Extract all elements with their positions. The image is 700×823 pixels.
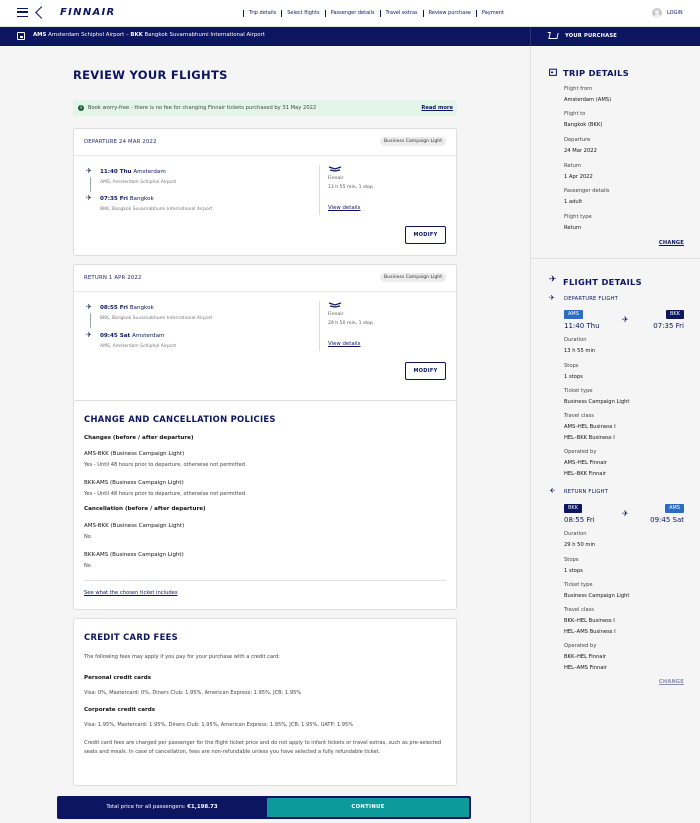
departure-flight-heading: DEPARTURE FLIGHT	[564, 296, 619, 302]
passenger-details-label: Passenger details	[564, 188, 610, 194]
step-select-flights[interactable]: Select flights	[281, 10, 324, 17]
personal-cards-heading: Personal credit cards	[84, 675, 152, 681]
policy-route-title: AMS-BKK (Business Campaign Light)	[84, 523, 185, 529]
route-to-name: Bangkok Suvarnabhumi International Airport	[144, 32, 265, 38]
landing-icon: ✈	[549, 487, 555, 495]
departure-time	[100, 305, 154, 311]
calendar-icon	[17, 32, 25, 40]
change-cancellation-policies-card	[73, 400, 457, 610]
departure-time: 08:55 Fri	[564, 516, 595, 524]
credit-fees-title: CREDIT CARD FEES	[84, 632, 178, 642]
operated-by-value: AMS–HEL Finnair	[564, 460, 608, 466]
plane-icon: ✈	[622, 315, 629, 324]
stops-value: 1 stops	[564, 568, 583, 574]
sidebar-divider	[531, 258, 700, 259]
policy-text: No	[84, 563, 91, 569]
flight-from-label: Flight from	[564, 86, 593, 92]
fare-type-badge: Business Campaign Light	[380, 137, 446, 146]
arrival-airport: BKK, Bangkok Suvarnabhumi International Airport	[100, 207, 213, 212]
flight-details-title: FLIGHT DETAILS	[563, 277, 642, 287]
travel-class-label: Travel class	[564, 607, 594, 613]
plane-icon: ✈	[622, 509, 629, 518]
step-payment[interactable]: Payment	[476, 10, 509, 17]
travel-class-label: Travel class	[564, 413, 594, 419]
departure-value: 24 Mar 2022	[564, 148, 597, 154]
trip-details-title: TRIP DETAILS	[563, 68, 630, 78]
credit-card-fees-card	[73, 618, 457, 786]
departure-date-label: DEPARTURE 24 MAR 2022	[84, 139, 157, 145]
operated-by-value: HEL–AMS Finnair	[564, 665, 608, 671]
change-flights-link[interactable]: CHANGE	[658, 679, 684, 685]
operated-by-label: Operated by	[564, 449, 597, 455]
arrival-time: 07:35 Fri	[653, 322, 684, 330]
route-bar	[0, 27, 530, 46]
travel-class-value: HEL–BKK Business I	[564, 435, 615, 441]
route-separator: –	[124, 32, 131, 38]
policy-text: Yes - Until 48 hours prior to departure, otherwise not permitted	[84, 462, 246, 468]
takeoff-icon: ✈	[86, 167, 92, 175]
origin-code-chip: BKK	[564, 504, 582, 513]
departure-city: Amsterdam	[133, 169, 166, 175]
total-price	[57, 796, 267, 819]
operated-by-value: HEL–BKK Finnair	[564, 471, 607, 477]
airline-name: Finnair	[328, 176, 344, 181]
route-from-name: Amsterdam Schiphol Airport	[48, 32, 125, 38]
cancellation-heading: Cancellation (before / after departure)	[84, 506, 206, 512]
flight-to-value: Bangkok (BKK)	[564, 122, 603, 128]
departure-label: Departure	[564, 137, 591, 143]
stops-label: Stops	[564, 557, 579, 563]
step-travel-extras[interactable]: Travel extras	[380, 10, 423, 17]
booking-steps	[243, 0, 509, 27]
finnair-logo[interactable]: FINNAIR	[60, 7, 116, 18]
changes-heading: Changes (before / after departure)	[84, 435, 194, 441]
purchase-sidebar	[530, 46, 700, 823]
departure-card-header	[74, 129, 456, 156]
stops-value: 1 stops	[564, 374, 583, 380]
policy-route-title: AMS-BKK (Business Campaign Light)	[84, 451, 185, 457]
arrival-airport: AMS, Amsterdam Schiphol Airport	[100, 344, 177, 349]
flight-type-label: Flight type	[564, 214, 592, 220]
ticket-type-label: Ticket type	[564, 388, 593, 394]
total-price-value: €1,198.73	[187, 804, 218, 810]
back-arrow-icon[interactable]	[35, 6, 48, 19]
return-label: Return	[564, 163, 582, 169]
change-trip-link[interactable]: CHANGE	[658, 240, 684, 246]
departure-flight-card	[73, 128, 457, 256]
destination-code-chip: AMS	[665, 504, 684, 513]
origin-code-chip: AMS	[564, 310, 583, 319]
flight-to-label: Flight to	[564, 111, 586, 117]
plane-icon: ✈	[549, 275, 557, 285]
modify-return-button[interactable]: MODIFY	[405, 362, 446, 380]
takeoff-icon: ✈	[549, 294, 555, 302]
destination-code-chip: BKK	[666, 310, 684, 319]
departure-airport: BKK, Bangkok Suvarnabhumi International Airport	[100, 316, 213, 321]
finnair-airline-logo-icon	[328, 302, 342, 308]
arrival-time	[100, 196, 154, 202]
departure-city: Bangkok	[129, 305, 154, 311]
policy-text: No	[84, 534, 91, 540]
card-divider	[319, 165, 320, 215]
segment-line	[90, 177, 91, 192]
checkout-bar	[57, 796, 471, 819]
stops-label: Stops	[564, 363, 579, 369]
departure-time	[100, 169, 166, 175]
your-purchase-header[interactable]	[530, 27, 700, 46]
passenger-details-value: 1 adult	[564, 199, 583, 205]
return-date-label: RETURN 1 APR 2022	[84, 275, 142, 281]
ticket-includes-link[interactable]: See what the chosen ticket includes	[84, 590, 178, 596]
duration-label: Duration	[564, 531, 587, 537]
policies-title: CHANGE AND CANCELLATION POLICIES	[84, 414, 276, 424]
return-value: 1 Apr 2022	[564, 174, 593, 180]
arrival-time-value: 07:35 Fri	[100, 196, 128, 202]
travel-class-value: HEL–AMS Business I	[564, 629, 616, 635]
return-card-header	[74, 265, 456, 292]
worry-free-notice	[73, 100, 457, 116]
main-content	[0, 46, 530, 823]
policy-text: Yes - Until 48 hours prior to departure, otherwise not permitted	[84, 491, 246, 497]
hamburger-menu-icon[interactable]	[17, 8, 28, 17]
policy-route-title: BKK-AMS (Business Campaign Light)	[84, 552, 184, 558]
step-review-purchase[interactable]: Review purchase	[423, 10, 476, 17]
arrival-time-value: 09:45 Sat	[100, 333, 131, 339]
duration-label: Duration	[564, 337, 587, 343]
flight-type-value: Return	[564, 225, 582, 231]
page-title: REVIEW YOUR FLIGHTS	[73, 68, 228, 82]
arrival-city: Bangkok	[129, 196, 154, 202]
airline-name: Finnair	[328, 312, 344, 317]
continue-button[interactable]: CONTINUE	[267, 798, 469, 817]
operated-by-label: Operated by	[564, 643, 597, 649]
departure-time-value: 08:55 Fri	[100, 305, 128, 311]
departure-time-value: 11:40 Thu	[100, 169, 132, 175]
landing-icon: ✈	[86, 194, 92, 202]
finnair-airline-logo-icon	[328, 166, 342, 172]
route-summary	[33, 32, 265, 38]
view-details-link[interactable]: View details	[328, 205, 361, 211]
route-from-code: AMS	[33, 32, 47, 38]
credit-fees-note: Credit card fees are charged per passenger for the flight ticket price and do not apply to infant tickets or travel extras, such as pre-selected seats and meals. In case of cancellation, fees are non-refundable unless you have selected a fully refundable ticket.	[84, 740, 442, 756]
step-passenger-details[interactable]: Passenger details	[325, 10, 380, 17]
operated-by-value: BKK–HEL Finnair	[564, 654, 607, 660]
policy-route-title: BKK-AMS (Business Campaign Light)	[84, 480, 184, 486]
flight-duration: 29 h 50 min, 1 stop	[328, 321, 373, 326]
user-avatar-icon[interactable]	[652, 8, 662, 18]
departure-time: 11:40 Thu	[564, 322, 600, 330]
top-navigation	[0, 0, 700, 27]
policies-divider	[84, 580, 446, 581]
takeoff-icon: ✈	[86, 303, 92, 311]
fare-type-badge: Business Campaign Light	[380, 273, 446, 282]
flight-from-value: Amsterdam (AMS)	[564, 97, 612, 103]
total-price-label: Total price for all passengers:	[106, 804, 186, 810]
card-divider	[319, 301, 320, 351]
duration-value: 13 h 55 min	[564, 348, 596, 354]
view-details-link[interactable]: View details	[328, 341, 361, 347]
route-to-code: BKK	[130, 32, 143, 38]
duration-value: 29 h 50 min	[564, 542, 596, 548]
travel-class-value: AMS–HEL Business I	[564, 424, 616, 430]
arrival-time: 09:45 Sat	[650, 516, 684, 524]
arrival-time	[100, 333, 164, 339]
corporate-cards-heading: Corporate credit cards	[84, 707, 156, 713]
notice-text: Book worry-free - there is no fee for changing Finnair tickets purchased by 31 May 2022	[88, 105, 317, 111]
cart-icon	[548, 33, 558, 39]
return-flight-heading: RETURN FLIGHT	[564, 489, 609, 495]
ticket-type-label: Ticket type	[564, 582, 593, 588]
arrival-city: Amsterdam	[132, 333, 165, 339]
login-link[interactable]: LOGIN	[667, 10, 683, 16]
modify-departure-button[interactable]: MODIFY	[405, 226, 446, 244]
flight-duration: 13 h 55 min, 1 stop	[328, 185, 373, 190]
corporate-fees-text: Visa: 1.95%, Mastercard: 1.95%, Diners Club: 1.95%, American Express: 1.95%, JCB: 1.95%, UATP: 1.95%	[84, 722, 354, 728]
calendar-icon	[549, 68, 557, 76]
departure-airport: AMS, Amsterdam Schiphol Airport	[100, 180, 177, 185]
segment-line	[90, 313, 91, 328]
ticket-type-value: Business Campaign Light	[564, 399, 630, 405]
ticket-type-value: Business Campaign Light	[564, 593, 630, 599]
personal-fees-text: Visa: 0%, Mastercard: 0%, Diners Club: 1.95%, American Express: 1.95%, JCB: 1.95%	[84, 690, 302, 696]
read-more-link[interactable]: Read more	[421, 105, 453, 111]
credit-intro: The following fees may apply if you pay for your purchase with a credit card:	[84, 654, 281, 660]
travel-class-value: BKK–HEL Business I	[564, 618, 615, 624]
info-icon: i	[78, 105, 84, 111]
step-trip-details[interactable]: Trip details	[243, 10, 281, 17]
your-purchase-label: YOUR PURCHASE	[565, 33, 618, 39]
landing-icon: ✈	[86, 331, 92, 339]
